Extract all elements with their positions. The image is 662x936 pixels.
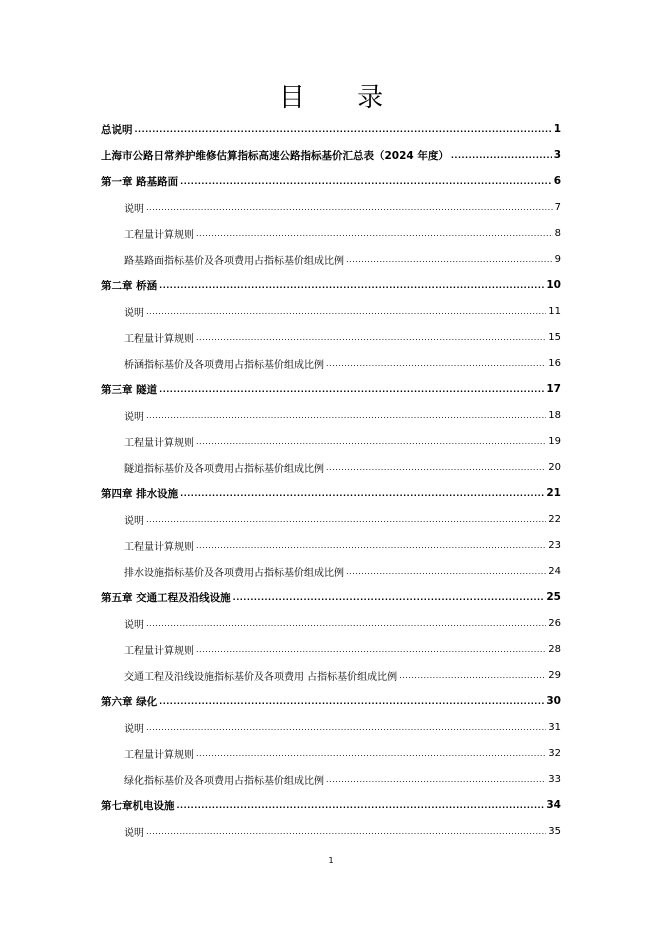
toc-section-entry[interactable] bbox=[101, 246, 561, 272]
toc-entry-label: 总说明 bbox=[101, 123, 133, 136]
toc-dot-leader bbox=[146, 619, 546, 628]
toc-section-entry[interactable] bbox=[101, 662, 561, 688]
toc-entry-page-number: 29 bbox=[548, 669, 561, 681]
toc-entry-page-number: 25 bbox=[546, 591, 561, 603]
toc-dot-leader bbox=[159, 281, 544, 290]
toc-entry-label: 工程量计算规则 bbox=[124, 333, 194, 345]
toc-dot-leader bbox=[196, 437, 546, 446]
toc-chapter-entry[interactable] bbox=[101, 272, 561, 298]
toc-entry-page-number: 28 bbox=[548, 643, 561, 655]
toc-entry-label: 说明 bbox=[124, 203, 144, 215]
toc-section-entry[interactable] bbox=[101, 298, 561, 324]
toc-section-entry[interactable] bbox=[101, 610, 561, 636]
toc-entry-label: 工程量计算规则 bbox=[124, 229, 194, 241]
toc-entry-page-number: 17 bbox=[546, 383, 561, 395]
toc-dot-leader bbox=[196, 333, 546, 342]
toc-entry-page-number: 32 bbox=[548, 747, 561, 759]
toc-entry-label: 第四章 排水设施 bbox=[101, 487, 179, 500]
toc-entry-page-number: 26 bbox=[548, 617, 561, 629]
toc-chapter-entry[interactable] bbox=[101, 792, 561, 818]
toc-entry-label: 说明 bbox=[124, 827, 144, 839]
toc-entry-page-number: 11 bbox=[548, 305, 561, 317]
toc-entry-label: 路基路面指标基价及各项费用占指标基价组成比例 bbox=[124, 255, 344, 267]
toc-chapter-entry[interactable] bbox=[101, 584, 561, 610]
toc-entry-page-number: 15 bbox=[548, 331, 561, 343]
toc-chapter-entry[interactable] bbox=[101, 142, 561, 168]
toc-dot-leader bbox=[146, 411, 546, 420]
toc-entry-page-number: 24 bbox=[548, 565, 561, 577]
toc-dot-leader bbox=[346, 255, 553, 264]
toc-dot-leader bbox=[146, 203, 553, 212]
toc-dot-leader bbox=[326, 775, 546, 784]
toc-dot-leader bbox=[196, 541, 546, 550]
toc-section-entry[interactable] bbox=[101, 818, 561, 844]
toc-entry-page-number: 21 bbox=[546, 487, 561, 499]
toc-entry-label: 第五章 交通工程及沿线设施 bbox=[101, 591, 231, 604]
toc-dot-leader bbox=[233, 593, 545, 602]
toc-chapter-entry[interactable] bbox=[101, 168, 561, 194]
toc-entry-label: 第六章 绿化 bbox=[101, 695, 158, 708]
toc-entry-page-number: 22 bbox=[548, 513, 561, 525]
toc-entry-label: 第二章 桥涵 bbox=[101, 279, 158, 292]
toc-dot-leader bbox=[326, 463, 546, 472]
toc-entry-label: 工程量计算规则 bbox=[124, 437, 194, 449]
toc-chapter-entry[interactable] bbox=[101, 480, 561, 506]
toc-entry-page-number: 33 bbox=[548, 773, 561, 785]
toc-dot-leader bbox=[180, 177, 552, 186]
toc-dot-leader bbox=[146, 307, 546, 316]
toc-entry-page-number: 35 bbox=[548, 825, 561, 837]
toc-entry-page-number: 19 bbox=[548, 435, 561, 447]
toc-dot-leader bbox=[196, 749, 546, 758]
toc-entry-page-number: 1 bbox=[553, 123, 561, 135]
toc-section-entry[interactable] bbox=[101, 740, 561, 766]
toc-dot-leader bbox=[346, 567, 546, 576]
toc-entry-page-number: 20 bbox=[548, 461, 561, 473]
toc-section-entry[interactable] bbox=[101, 532, 561, 558]
toc-entry-label: 工程量计算规则 bbox=[124, 749, 194, 761]
toc-dot-leader bbox=[159, 697, 544, 706]
toc-chapter-entry[interactable] bbox=[101, 116, 561, 142]
toc-entry-page-number: 6 bbox=[553, 175, 561, 187]
toc-entry-page-number: 3 bbox=[553, 149, 561, 161]
toc-dot-leader bbox=[177, 801, 545, 810]
toc-chapter-entry[interactable] bbox=[101, 376, 561, 402]
toc-section-entry[interactable] bbox=[101, 558, 561, 584]
toc-entry-page-number: 31 bbox=[548, 721, 561, 733]
toc-entry-page-number: 10 bbox=[546, 279, 561, 291]
toc-section-entry[interactable] bbox=[101, 454, 561, 480]
toc-entry-label: 说明 bbox=[124, 411, 144, 423]
toc-entry-page-number: 30 bbox=[546, 695, 561, 707]
toc-entry-page-number: 34 bbox=[546, 799, 561, 811]
toc-entry-label: 桥涵指标基价及各项费用占指标基价组成比例 bbox=[124, 359, 324, 371]
toc-section-entry[interactable] bbox=[101, 324, 561, 350]
footer-page-number: 1 bbox=[328, 856, 334, 865]
toc-entry-label: 上海市公路日常养护维修估算指标高速公路指标基价汇总表（2024 年度） bbox=[101, 149, 449, 162]
toc-entry-label: 排水设施指标基价及各项费用占指标基价组成比例 bbox=[124, 567, 344, 579]
toc-section-entry[interactable] bbox=[101, 714, 561, 740]
toc-section-entry[interactable] bbox=[101, 428, 561, 454]
toc-dot-leader bbox=[326, 359, 546, 368]
toc-entry-page-number: 7 bbox=[554, 201, 561, 213]
toc-section-entry[interactable] bbox=[101, 766, 561, 792]
toc-entry-page-number: 23 bbox=[548, 539, 561, 551]
toc-section-entry[interactable] bbox=[101, 220, 561, 246]
toc-dot-leader bbox=[146, 723, 546, 732]
toc-entry-page-number: 18 bbox=[548, 409, 561, 421]
toc-entry-label: 工程量计算规则 bbox=[124, 541, 194, 553]
toc-dot-leader bbox=[159, 385, 544, 394]
toc-entry-label: 说明 bbox=[124, 515, 144, 527]
toc-dot-leader bbox=[146, 515, 546, 524]
toc-entry-label: 说明 bbox=[124, 307, 144, 319]
toc-dot-leader bbox=[180, 489, 544, 498]
toc-section-entry[interactable] bbox=[101, 506, 561, 532]
toc-entry-label: 说明 bbox=[124, 723, 144, 735]
toc-entry-page-number: 9 bbox=[554, 253, 561, 265]
toc-section-entry[interactable] bbox=[101, 402, 561, 428]
page-title: 目 录 bbox=[278, 83, 406, 113]
toc-dot-leader bbox=[146, 827, 546, 836]
toc-dot-leader bbox=[399, 671, 546, 680]
toc-chapter-entry[interactable] bbox=[101, 688, 561, 714]
toc-section-entry[interactable] bbox=[101, 194, 561, 220]
toc-entry-label: 说明 bbox=[124, 619, 144, 631]
toc-entry-label: 第一章 路基路面 bbox=[101, 175, 179, 188]
table-of-contents bbox=[101, 116, 561, 844]
toc-dot-leader bbox=[451, 151, 552, 160]
toc-dot-leader bbox=[196, 645, 546, 654]
toc-section-entry[interactable] bbox=[101, 636, 561, 662]
toc-entry-label: 第七章机电设施 bbox=[101, 799, 175, 812]
toc-section-entry[interactable] bbox=[101, 350, 561, 376]
toc-entry-page-number: 16 bbox=[548, 357, 561, 369]
toc-entry-label: 绿化指标基价及各项费用占指标基价组成比例 bbox=[124, 775, 324, 787]
toc-entry-label: 工程量计算规则 bbox=[124, 645, 194, 657]
toc-dot-leader bbox=[135, 125, 552, 134]
toc-entry-label: 交通工程及沿线设施指标基价及各项费用 占指标基价组成比例 bbox=[124, 671, 398, 683]
toc-entry-label: 第三章 隧道 bbox=[101, 383, 158, 396]
toc-entry-page-number: 8 bbox=[554, 227, 561, 239]
toc-dot-leader bbox=[196, 229, 553, 238]
toc-entry-label: 隧道指标基价及各项费用占指标基价组成比例 bbox=[124, 463, 324, 475]
